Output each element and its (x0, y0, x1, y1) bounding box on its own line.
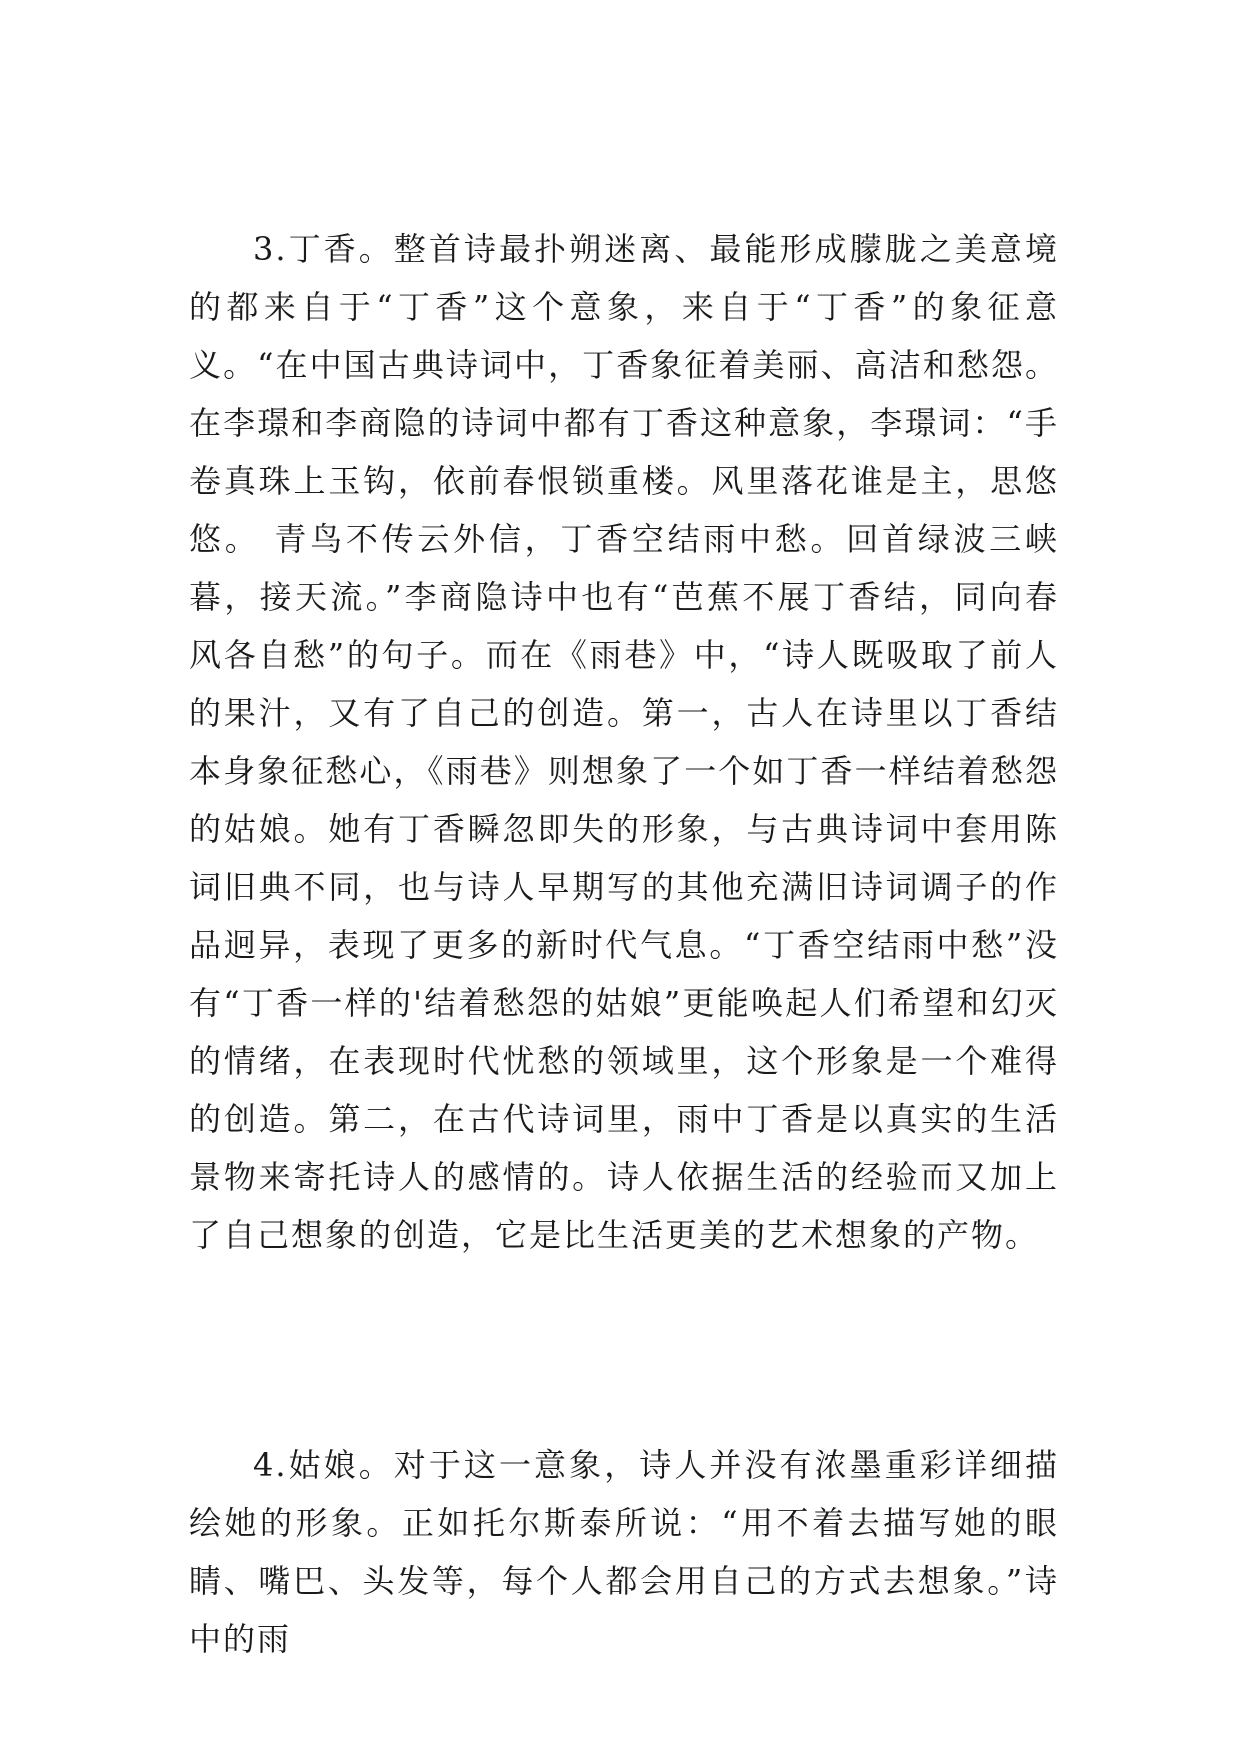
document-body (189, 220, 1059, 1668)
paragraph-girl: 4.姑娘。对于这一意象，诗人并没有浓墨重彩详细描绘她的形象。正如托尔斯泰所说：“用不着去描写她的眼睛、嘴巴、头发等，每个人都会用自己的方式去想象。”诗中的雨 (189, 1446, 1059, 1658)
paragraph-spacer (189, 1264, 1059, 1436)
paragraph-lilac: 3.丁香。整首诗最扑朔迷离、最能形成朦胧之美意境的都来自于“丁香”这个意象，来自于“丁香”的象征意义。“在中国古典诗词中，丁香象征着美丽、高洁和愁怨。在李璟和李商隐的诗词中都有丁香这种意象，李璟词：“手卷真珠上玉钩，依前春恨锁重楼。风里落花谁是主，思悠悠。 青鸟不传云外信，丁香空结雨中愁。回首绿波三峡暮，接天流。”李商隐诗中也有“芭蕉不展丁香结，同向春风各自愁”的句子。而在《雨巷》中，“诗人既吸取了前人的果汁，又有了自己的创造。第一，古人在诗里以丁香结本身象征愁心，《雨巷》则想象了一个如丁香一样结着愁怨的姑娘。她有丁香瞬忽即失的形象，与古典诗词中套用陈词旧典不同，也与诗人早期写的其他充满旧诗词调子的作品迥异，表现了更多的新时代气息。“丁香空结雨中愁”没有“丁香一样的'结着愁怨的姑娘”更能唤起人们希望和幻灭的情绪，在表现时代忧愁的领域里，这个形象是一个难得的创造。第二，在古代诗词里，雨中丁香是以真实的生活景物来寄托诗人的感情的。诗人依据生活的经验而又加上了自己想象的创造，它是比生活更美的艺术想象的产物。 (189, 230, 1059, 1254)
